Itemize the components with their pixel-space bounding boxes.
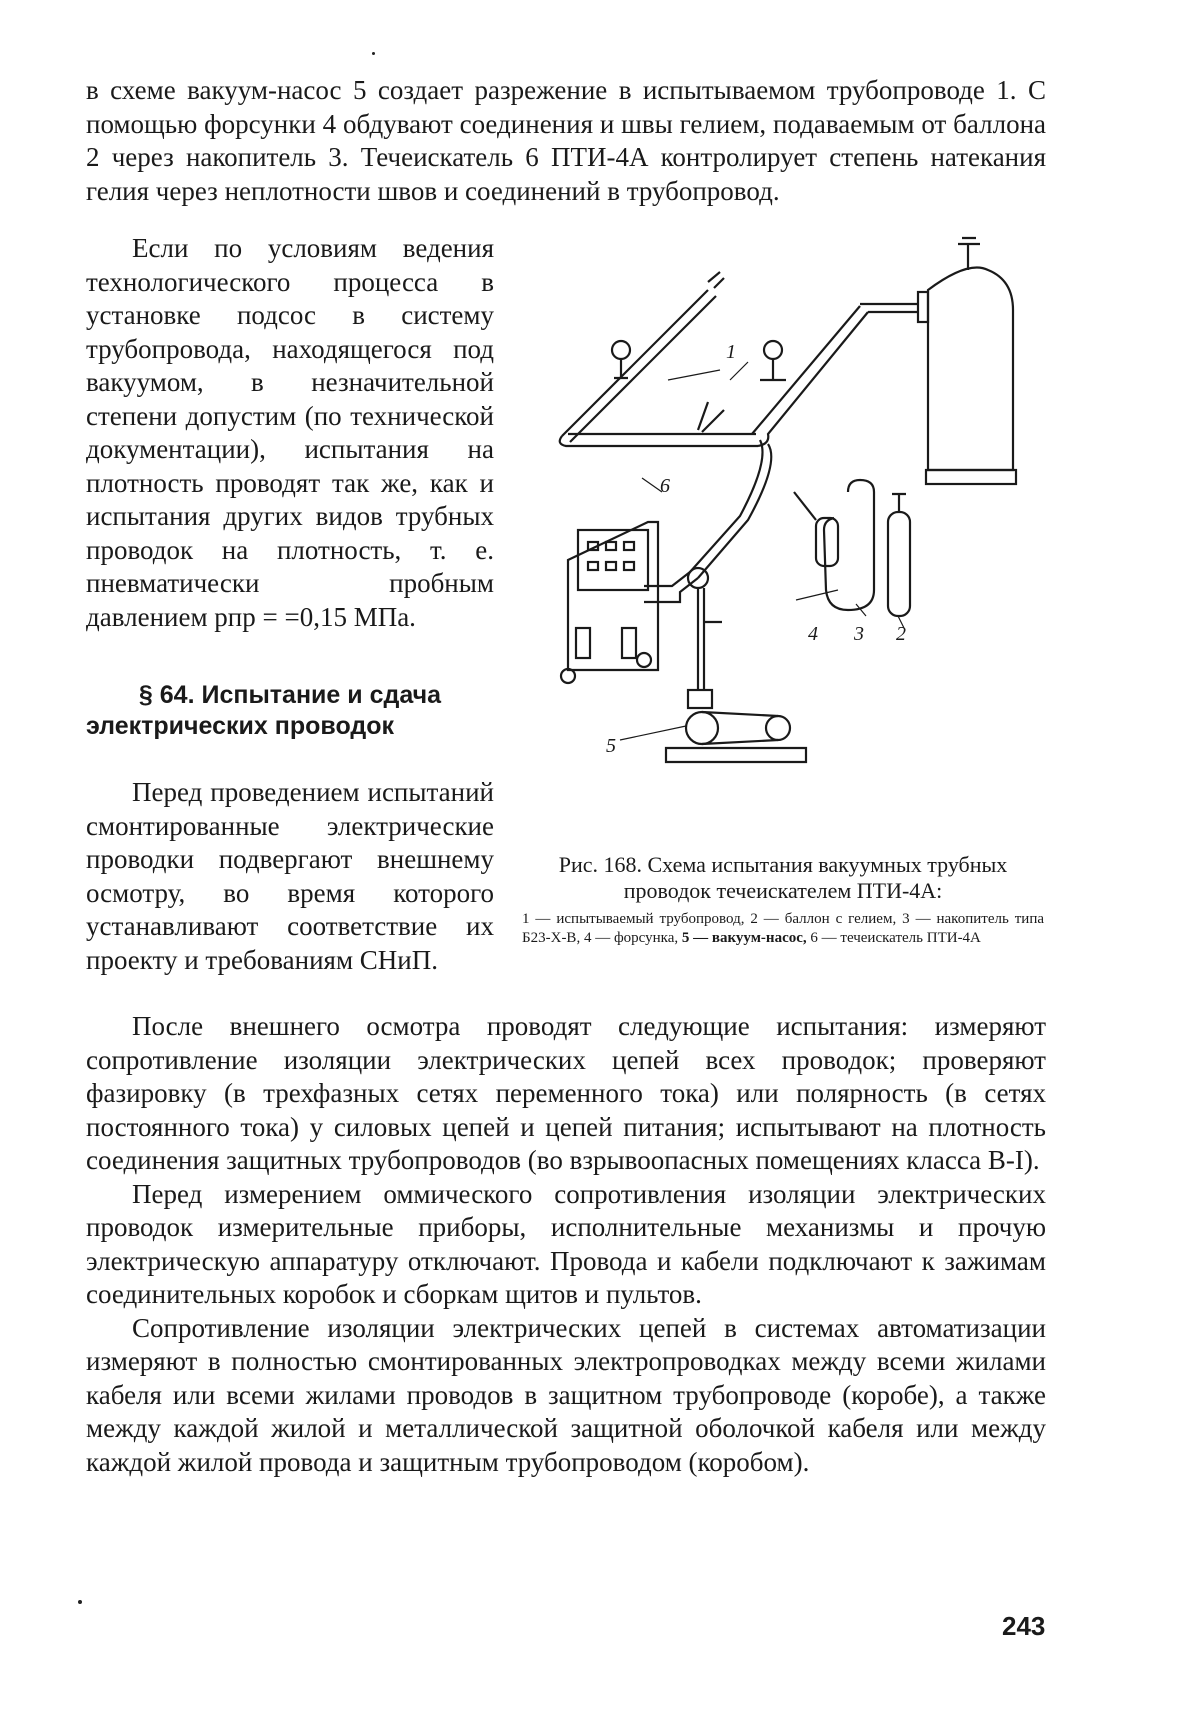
- pipe-upper-left: [562, 290, 708, 436]
- label-2: 2: [896, 623, 906, 645]
- label-3: 3: [854, 623, 864, 645]
- helium-leak-test-diagram: [548, 230, 1058, 830]
- figure-caption: [522, 852, 1044, 948]
- section-number: § 64.: [138, 681, 195, 709]
- paragraph-3: Перед проведением испытаний смонтированные электрические проводки подвергают внешнему осмотру, во время которого устанавливают соответствие их проекту и требованиям СНиП.: [86, 777, 494, 975]
- left-column: [86, 232, 494, 977]
- page-number: 243: [1002, 1611, 1046, 1641]
- paragraph-2: Если по условиям ведения технологического процесса в установке подсос в систему трубопровода, находящегося под вакуумом, в незначительной степени допустим (по технической документации), испытания на плотность проводят так же, как и испытания других видов трубных проводок на плотность, т. е. пневматически пробным давлением pпр = =0,15 МПа.: [86, 233, 494, 632]
- label-5: 5: [606, 735, 616, 757]
- caption-title: Рис. 168. Схема испытания вакуумных трубных проводок течеискателем ПТИ-4А:: [558, 852, 1008, 903]
- paragraph-top: [86, 74, 1046, 208]
- figure-168: [548, 230, 1058, 850]
- helium-accumulator: [928, 268, 1013, 471]
- section-heading: [86, 680, 494, 742]
- paragraph-4: После внешнего осмотра проводят следующие испытания: измеряют сопротивление изоляции электрических цепей всех проводок; проверяют фазировку (в трехфазных сетях переменного тока) или полярность (в сетях постоянного тока) у силовых цепей и цепей питания; испытывают на плотность соединения защитных трубопроводов (во взрывоопасных помещениях класса В-I).: [86, 1011, 1046, 1175]
- legend-tail: 6 — течеискатель ПТИ-4А: [810, 930, 981, 946]
- label-4: 4: [808, 623, 818, 645]
- section-title-line2: электрических проводок: [86, 712, 395, 740]
- label-6: 6: [660, 475, 670, 497]
- paragraph-6: Сопротивление изоляции электрических цепей в системах автоматизации измеряют в полностью смонтированных электропроводках между всеми жилами кабеля или всеми жилами проводов в защитном трубопроводе (коробе), а также между каждой жилой и металлической защитной оболочкой кабеля или между каждой жилой провода и защитным трубопроводом (коробом).: [86, 1312, 1046, 1477]
- scan-speck: [372, 52, 375, 55]
- nozzle-4: [816, 518, 838, 566]
- section-title-line1: Испытание и сдача: [201, 681, 442, 709]
- scan-speck: [78, 1600, 82, 1604]
- paragraph-1: в схеме вакуум-насос 5 создает разрежение в испытываемом трубопроводе 1. С помощью форсунки 4 обдувают соединения и швы гелием, подаваемым от баллона 2 через накопитель 3. Течеискатель 6 ПТИ-4А контролирует степень натекания гелия через неплотности швов и соединений в трубопровод.: [86, 75, 1046, 206]
- vacuum-pump-5: [686, 712, 718, 744]
- legend-bold: 5 — вакуум-насос,: [681, 930, 807, 946]
- label-1: 1: [726, 341, 736, 363]
- legend-plain: 1 — испытываемый трубопровод, 2 — баллон с гелием, 3 — накопитель типа Б23-Х-В, 4 — форсунка,: [522, 911, 1044, 946]
- leak-detector-pti-4a: [568, 522, 658, 670]
- paragraph-5: Перед измерением оммического сопротивления изоляции электрических проводок измерительные приборы, исполнительные механизмы и прочую электрическую аппаратуру отключают. Провода и кабели подключают к зажимам соединительных коробок и сборкам щитов и пультов.: [86, 1178, 1046, 1309]
- caption-legend: [522, 910, 1044, 948]
- bottom-text: [86, 1010, 1046, 1479]
- helium-cylinder: [888, 512, 910, 616]
